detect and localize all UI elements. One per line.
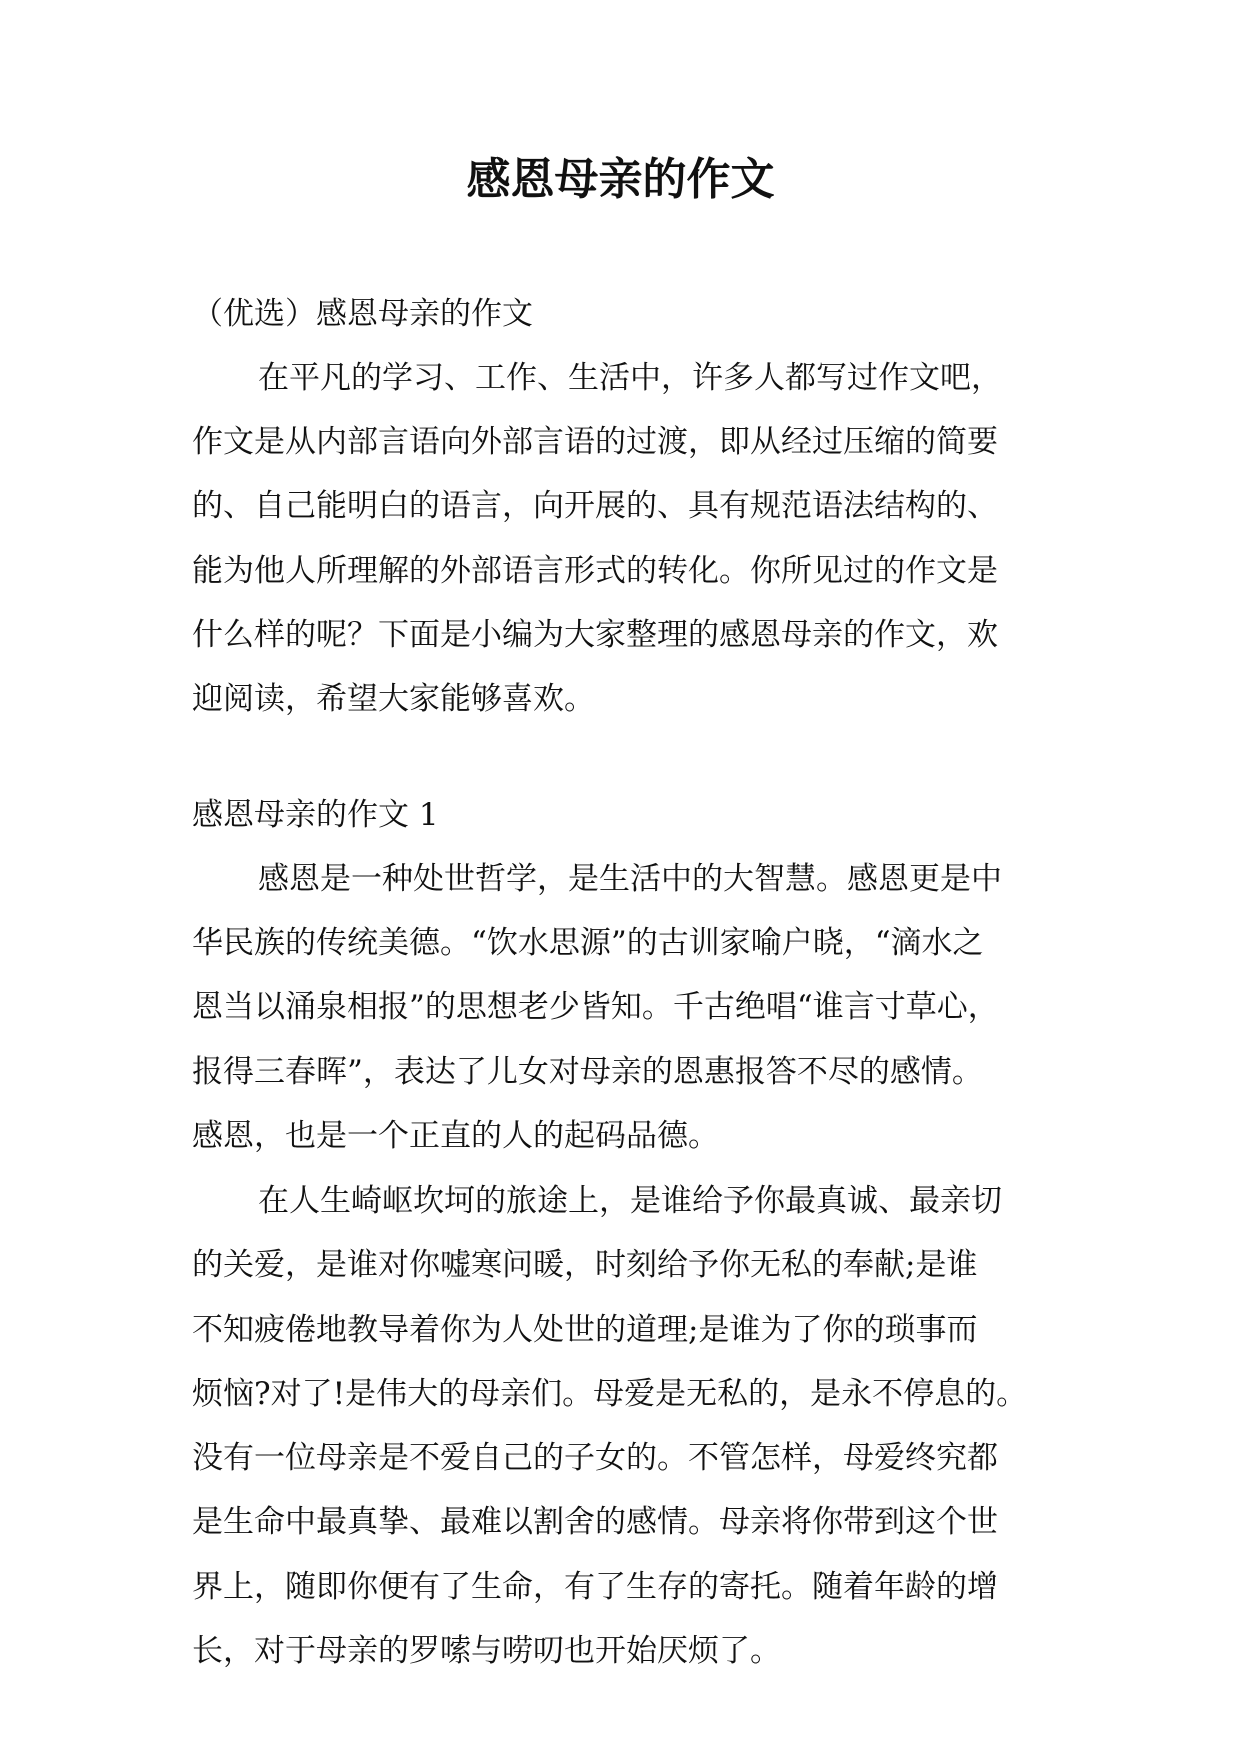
- section-heading: 感恩母亲的作文 1: [192, 797, 439, 833]
- intro-line: 在平凡的学习、工作、生活中，许多人都写过作文吧，: [258, 360, 1002, 396]
- paragraph-line: 长，对于母亲的罗嗦与唠叨也开始厌烦了。: [192, 1633, 781, 1669]
- intro-line: 作文是从内部言语向外部言语的过渡，即从经过压缩的简要: [192, 424, 998, 460]
- paragraph-line: 烦恼?对了!是伟大的母亲们。母爱是无私的，是永不停息的。: [192, 1376, 1028, 1412]
- paragraph-line: 不知疲倦地教导着你为人处世的道理;是谁为了你的琐事而: [192, 1312, 978, 1348]
- paragraph-line: 恩当以涌泉相报”的思想老少皆知。千古绝唱“谁言寸草心，: [192, 989, 999, 1025]
- paragraph-line: 没有一位母亲是不爱自己的子女的。不管怎样，母爱终究都: [192, 1440, 998, 1476]
- paragraph-line: 在人生崎岖坎坷的旅途上，是谁给予你最真诚、最亲切: [258, 1183, 1002, 1219]
- intro-line: 什么样的呢？下面是小编为大家整理的感恩母亲的作文，欢: [192, 617, 998, 653]
- paragraph-line: 感恩是一种处世哲学，是生活中的大智慧。感恩更是中: [258, 861, 1002, 897]
- paragraph-line: 感恩，也是一个正直的人的起码品德。: [192, 1118, 719, 1154]
- paragraph-line: 是生命中最真挚、最难以割舍的感情。母亲将你带到这个世: [192, 1504, 998, 1540]
- paragraph-line: 的关爱，是谁对你嘘寒问暖，时刻给予你无私的奉献;是谁: [192, 1247, 978, 1283]
- paragraph-line: 界上，随即你便有了生命，有了生存的寄托。随着年龄的增: [192, 1569, 998, 1605]
- paragraph-line: 报得三春晖”，表达了儿女对母亲的恩惠报答不尽的感情。: [192, 1054, 983, 1090]
- paragraph-line: 华民族的传统美德。“饮水思源”的古训家喻户晓，“滴水之: [192, 925, 984, 961]
- intro-line: 迎阅读，希望大家能够喜欢。: [192, 681, 595, 717]
- document-subtitle: （优选）感恩母亲的作文: [192, 296, 533, 332]
- document-title: 感恩母亲的作文: [466, 154, 775, 205]
- intro-line: 的、自己能明白的语言，向开展的、具有规范语法结构的、: [192, 488, 998, 524]
- intro-line: 能为他人所理解的外部语言形式的转化。你所见过的作文是: [192, 553, 998, 589]
